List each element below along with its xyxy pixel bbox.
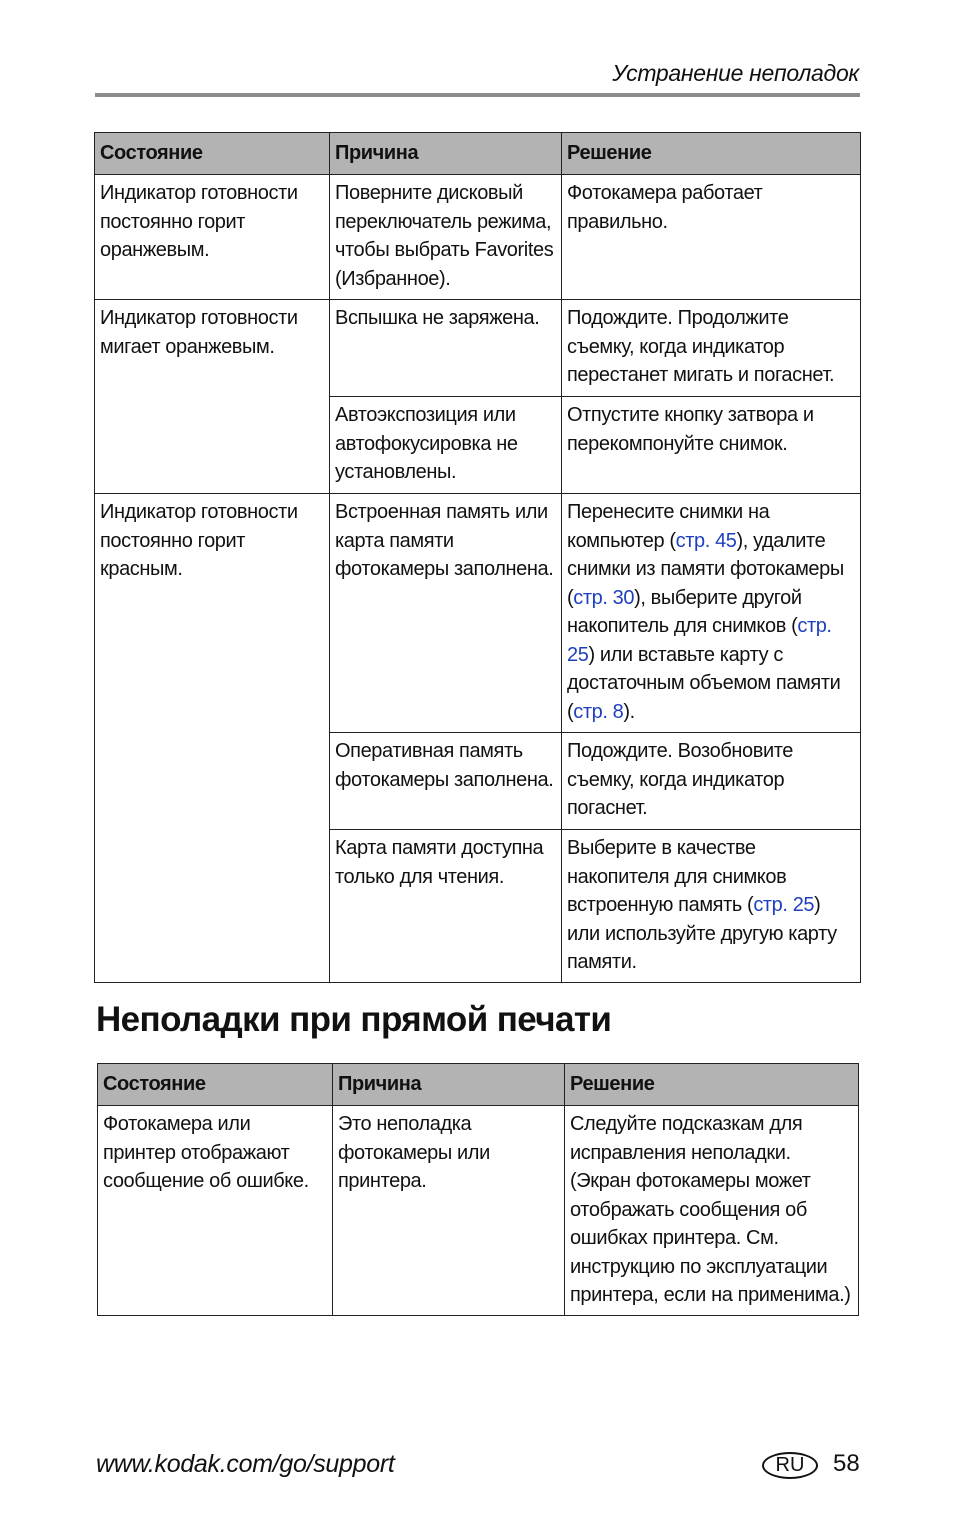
table-header-row xyxy=(95,133,861,175)
troubleshooting-table-camera xyxy=(94,132,861,983)
language-badge: RU xyxy=(762,1452,818,1479)
state-cell: Индикатор готовности постоянно горит красным. xyxy=(95,494,330,983)
column-header-state: Состояние xyxy=(98,1064,333,1106)
table-row xyxy=(95,175,861,300)
solution-cell: Подождите. Возобновите съемку, когда индикатор погаснет. xyxy=(562,733,861,830)
solution-cell xyxy=(562,494,861,733)
solution-text: ) или вставьте карту с достаточным объемом памяти ( xyxy=(567,643,841,723)
table-header-row xyxy=(98,1064,859,1106)
page-link[interactable]: стр. 30 xyxy=(573,586,635,609)
page-link[interactable]: стр. 8 xyxy=(573,700,624,723)
column-header-solution: Решение xyxy=(565,1064,859,1106)
solution-cell: Фотокамера работает правильно. xyxy=(562,175,861,300)
solution-text: Перенесите снимки на компьютер ( xyxy=(567,501,770,552)
running-header: Устранение неполадок xyxy=(612,60,859,86)
cause-cell: Карта памяти доступна только для чтения. xyxy=(330,830,562,983)
column-header-state: Состояние xyxy=(95,133,330,175)
cause-cell: Это неполадка фотокамеры или принтера. xyxy=(333,1106,565,1316)
solution-cell: Следуйте подсказкам для исправления неполадки. (Экран фотокамеры может отображать сообщения об ошибках принтера. См. инструкцию по эксплуатации принтера, если на применима.) xyxy=(565,1106,859,1316)
solution-cell: Подождите. Продолжите съемку, когда индикатор перестанет мигать и погаснет. xyxy=(562,300,861,397)
solution-cell xyxy=(562,830,861,983)
solution-text: ). xyxy=(623,700,635,723)
state-cell: Фотокамера или принтер отображают сообщение об ошибке. xyxy=(98,1106,333,1316)
cause-cell: Оперативная память фотокамеры заполнена. xyxy=(330,733,562,830)
column-header-cause: Причина xyxy=(330,133,562,175)
page-link[interactable]: стр. 45 xyxy=(675,529,737,552)
troubleshooting-table-printing xyxy=(97,1063,859,1316)
state-cell: Индикатор готовности постоянно горит оранжевым. xyxy=(95,175,330,300)
column-header-cause: Причина xyxy=(333,1064,565,1106)
cause-cell: Автоэкспозиция или автофокусировка не установлены. xyxy=(330,397,562,494)
cause-cell: Поверните дисковый переключатель режима, чтобы выбрать Favorites (Избранное). xyxy=(330,175,562,300)
page-link[interactable]: стр. 25 xyxy=(567,615,832,666)
solution-text: ) или используйте другую карту памяти. xyxy=(567,894,837,973)
page-link[interactable]: стр. 25 xyxy=(753,894,815,916)
table-row xyxy=(95,494,861,733)
solution-text: ), выберите другой накопитель для снимков ( xyxy=(567,586,802,637)
table-row xyxy=(95,300,861,397)
state-cell: Индикатор готовности мигает оранжевым. xyxy=(95,300,330,494)
cause-cell: Вспышка не заряжена. xyxy=(330,300,562,397)
cause-cell: Встроенная память или карта памяти фотокамеры заполнена. xyxy=(330,494,562,733)
solution-text: ), удалите снимки из памяти фотокамеры ( xyxy=(567,529,844,609)
header-rule xyxy=(95,93,860,97)
section-title: Неполадки при прямой печати xyxy=(96,1000,612,1039)
page-number: 58 xyxy=(833,1450,860,1477)
table-row xyxy=(98,1106,859,1316)
solution-cell: Отпустите кнопку затвора и перекомпонуйте снимок. xyxy=(562,397,861,494)
column-header-solution: Решение xyxy=(562,133,861,175)
solution-text: Выберите в качестве накопителя для снимков встроенную память ( xyxy=(567,837,787,916)
support-url: www.kodak.com/go/support xyxy=(96,1450,395,1478)
